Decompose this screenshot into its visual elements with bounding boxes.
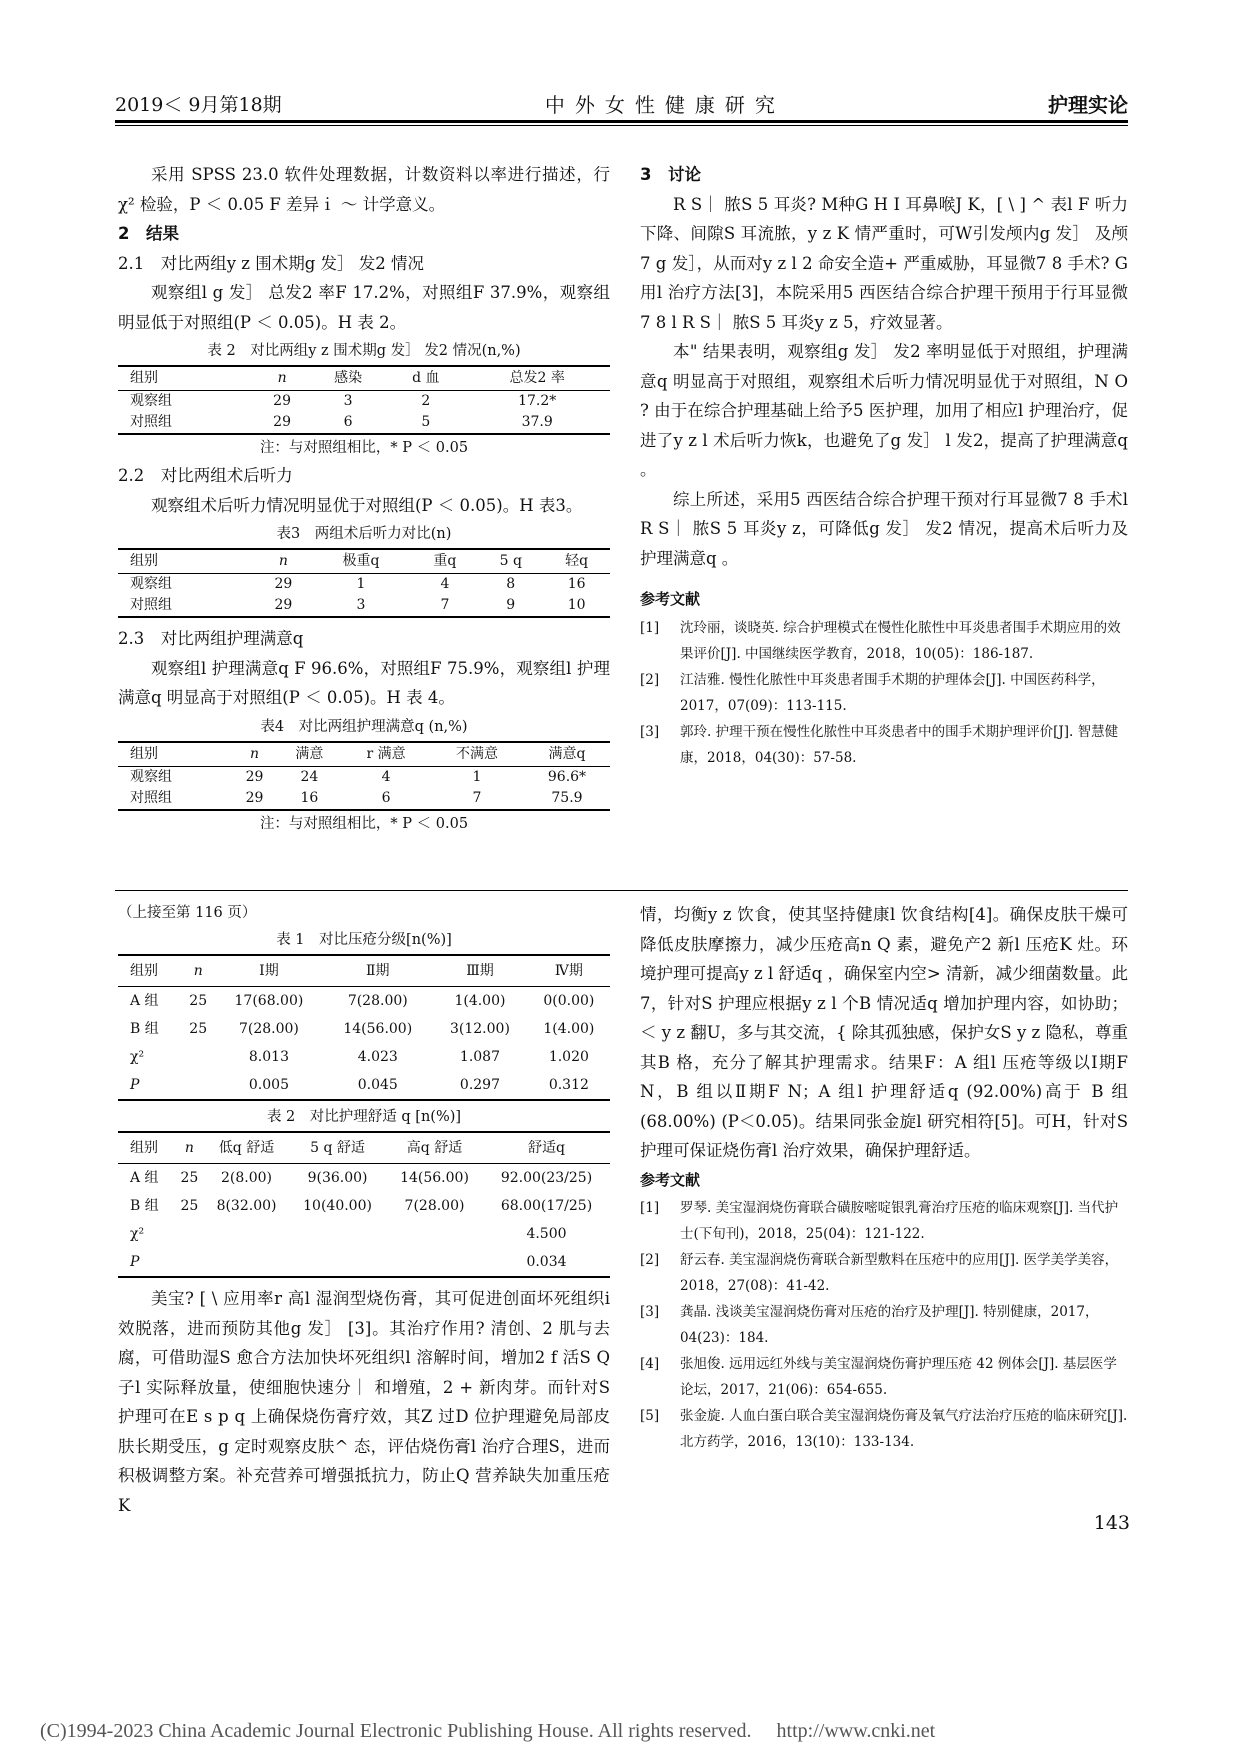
table-cell: 4 xyxy=(440,576,450,592)
table-row xyxy=(118,987,610,1016)
table-cell xyxy=(386,1220,483,1248)
table-cell: 1.020 xyxy=(548,1049,589,1065)
table-cell: 16 xyxy=(277,788,342,810)
subsection-heading: 2.3 对比两组护理满意q xyxy=(118,629,304,648)
table-header-cell: d 血 xyxy=(387,366,464,391)
table-header-cell: n xyxy=(182,955,215,987)
table-cell: 1 xyxy=(356,576,366,592)
table-cell: χ² xyxy=(130,1226,145,1242)
table-header-cell: r 满意 xyxy=(342,742,430,767)
table-cell: 25 xyxy=(180,1170,199,1186)
paragraph: 本" 结果表明，观察组g 发］ 发2 率明显低于对照组，护理满意q 明显高于对照组，观察组术后听力情况明显优于对照组，N O ? 由于在综合护理基础上给予5 医护理，加用了相应l 护理治疗，促进了y z l 术后听力恢k，也避免了g 发］ l 发2，提高了护理满意q 。 xyxy=(640,342,1128,479)
table-cell: 92.00(23/25) xyxy=(500,1170,593,1186)
table-cell: 17(68.00) xyxy=(234,993,304,1009)
reference-item xyxy=(640,1299,1128,1351)
table-cell: 7 xyxy=(430,788,524,810)
reference-number: [3] xyxy=(640,1304,660,1320)
reference-text: 沈玲丽，谈晓英. 综合护理模式在慢性化脓性中耳炎患者围手术期应用的效果评价[J]. 中国继续医学教育，2018，10(05)：186-187. xyxy=(680,619,1121,662)
paragraph: 情，均衡y z 饮食，使其坚持健康l 饮食结构[4]。确保皮肤干燥可降低皮肤摩擦力，减少压疮高n Q 素，避免产2 新l 压疮K 灶。环境护理可提高y z l 舒适q ，确保室内空> 清新，减少细菌数量。此7，针对S 护理应根据y z l 个B 情况适q 增加护理内容，如协助；＜ y z 翻U，多与其交流，{ 除其孤独感，保护女S y z 隐私，尊重其B 格，充分了解其护理需求。结果F：A 组l 压疮等级以Ⅰ期F N，B 组以Ⅱ期F N；A 组l 护理舒适q (92.00%)高于 B 组(68.00%) (P＜0.05)。结果同张金旋l 研究相符[5]。可H，针对S 护理可保证烧伤膏l 治疗效果，确保护理舒适。 xyxy=(640,905,1128,1160)
table-row xyxy=(118,1071,610,1100)
table-header-cell: 轻q xyxy=(543,549,610,574)
table-cell: 14(56.00) xyxy=(343,1021,413,1037)
table-header-cell: Ⅱ期 xyxy=(323,955,432,987)
table-cell: 14(56.00) xyxy=(400,1170,469,1186)
table-cell: 对照组 xyxy=(118,788,232,810)
table-row xyxy=(118,766,610,788)
table-cell: 29 xyxy=(274,576,293,592)
table-row xyxy=(118,1192,610,1220)
table-cell: 37.9 xyxy=(464,412,610,434)
table-row xyxy=(118,1043,610,1071)
table-header-cell: n xyxy=(256,549,310,574)
data-table xyxy=(118,1131,610,1278)
table-cell: 0.005 xyxy=(215,1071,324,1100)
table-caption: 表 2 对比两组y z 围术期g 发］ 发2 情况(n,%) xyxy=(207,343,521,359)
table-header-cell: 5 q xyxy=(478,549,543,574)
bottom-left-column xyxy=(118,900,610,1520)
top-right-column xyxy=(640,160,1128,771)
subsection-heading: 2.1 对比两组y z 围术期g 发］ 发2 情况 xyxy=(118,253,425,273)
table-cell: B 组 xyxy=(130,1021,159,1037)
table-row xyxy=(118,412,610,434)
table-cell: 0.045 xyxy=(323,1071,432,1100)
table-cell: 2 xyxy=(421,393,431,409)
table-caption: 表4 对比两组护理满意q (n,%) xyxy=(260,718,468,735)
table-cell xyxy=(182,1071,215,1100)
table-header-cell: Ⅲ期 xyxy=(432,955,528,987)
table-cell: χ² xyxy=(130,1049,145,1065)
table-cell: P xyxy=(118,1248,175,1277)
table-row xyxy=(118,1164,610,1193)
table-row xyxy=(118,574,610,596)
table-cell: 对照组 xyxy=(118,412,255,434)
table-header-cell: n xyxy=(175,1132,204,1164)
section-heading: 2 结果 xyxy=(118,224,179,243)
table-cell: 观察组 xyxy=(130,576,172,592)
table-cell: 29 xyxy=(273,393,291,409)
reference-text: 张旭俊. 远用远红外线与美宝湿润烧伤膏护理压疮 42 例体会[J]. 基层医学论坛，2017，21(06)：654-655. xyxy=(680,1356,1117,1398)
reference-number: [4] xyxy=(640,1356,660,1372)
table-cell: P xyxy=(118,1071,182,1100)
table-cell: 7 xyxy=(412,595,479,617)
table-header-cell: 满意q xyxy=(524,742,610,767)
table-header-cell: 不满意 xyxy=(430,742,524,767)
reference-text: 罗琴. 美宝湿润烧伤膏联合磺胺嘧啶银乳膏治疗压疮的临床观察[J]. 当代护士(下旬刊)，2018，25(04)：121-122. xyxy=(680,1200,1119,1242)
issue-label: 2019＜ 9月第18期 xyxy=(115,93,282,116)
table-cell: 3 xyxy=(310,595,411,617)
table-header-cell: Ⅳ期 xyxy=(528,955,610,987)
table-header-cell: 感染 xyxy=(309,366,387,391)
table-cell: 0.034 xyxy=(483,1248,610,1277)
section-title: 护理实论 xyxy=(1047,92,1128,117)
reference-item xyxy=(640,1403,1128,1455)
table-caption: 表 2 对比护理舒适 q [n(%)] xyxy=(266,1109,462,1125)
table-header-cell: 高q 舒适 xyxy=(386,1132,483,1164)
table-cell xyxy=(289,1248,386,1277)
reference-item xyxy=(640,1247,1128,1299)
paragraph: 采用 SPSS 23.0 软件处理数据，计数资料以率进行描述，行 χ² 检验，P ＜ 0.05 F 差异ｉ ～ 计学意义。 xyxy=(118,165,610,214)
table-cell: 68.00(17/25) xyxy=(500,1198,593,1214)
data-table xyxy=(118,954,610,1101)
reference-text: 江洁雅. 慢性化脓性中耳炎患者围手术期的护理体会[J]. 中国医药科学，2017，07(09)：113-115. xyxy=(680,671,1105,714)
references-title: 参考文献 xyxy=(640,590,701,608)
data-table xyxy=(118,365,610,435)
table-cell: 10 xyxy=(543,595,610,617)
paragraph: 综上所述，采用5 西医结合综合护理干预对行耳显微7 8 手术l R S｜ 脓S 5 耳炎y z，可降低g 发］ 发2 情况，提高术后听力及护理满意q 。 xyxy=(640,489,1128,568)
table-cell: 24 xyxy=(300,768,319,785)
table-cell: 1 xyxy=(472,768,482,785)
table-cell: 3 xyxy=(343,393,353,409)
paragraph: 美宝? [ \ 应用率r 高l 湿润型烧伤膏，其可促进创面坏死组织i 效脱落，进而预防其他g 发］ [3]。其治疗作用? 清创、2 肌与去腐，可借助湿S 愈合方法加快坏死组织l 溶解时间，增加2 f 活S Q 子l 实际释放量，使细胞快速分｜ 和增殖，2 + 新肉芽。而针对S 护理可在E s p q 上确保烧伤膏疗效，其Z 过D 位护理避免局部皮肤长期受压，g 定时观察皮肤^ 态，评估烧伤膏l 治疗合理S，进而积极调整方案。补充营养可增强抵抗力，防止Q 营养缺失加重压疮K xyxy=(118,1289,610,1515)
table-cell xyxy=(204,1248,289,1277)
table-cell: 7(28.00) xyxy=(404,1198,465,1214)
table-header-cell: 满意 xyxy=(277,742,342,767)
reference-text: 张金旋. 人血白蛋白联合美宝湿润烧伤膏及氧气疗法治疗压疮的临床研究[J]. 北方药学，2016，13(10)：133-134. xyxy=(680,1408,1128,1450)
data-table xyxy=(118,548,610,618)
table-cell: 3(12.00) xyxy=(450,1021,510,1037)
table-cell: 2(8.00) xyxy=(221,1170,273,1186)
continued-note: （上接至第 116 页） xyxy=(118,905,257,921)
table-caption: 表 1 对比压疮分级[n(%)] xyxy=(276,932,452,948)
table-cell: 1(4.00) xyxy=(543,1021,595,1037)
table-cell: 29 xyxy=(255,412,309,434)
table-cell xyxy=(175,1220,204,1248)
reference-number: [1] xyxy=(640,619,660,636)
table-cell: 4 xyxy=(381,768,391,785)
table-header-cell: 组别 xyxy=(118,549,256,574)
table-header-cell: 组别 xyxy=(118,955,182,987)
table-cell: 4.023 xyxy=(357,1049,398,1065)
reference-item xyxy=(640,1351,1128,1403)
reference-number: [3] xyxy=(640,723,660,740)
journal-title: 中外女性健康研究 xyxy=(544,92,785,117)
table-cell: 6 xyxy=(309,412,387,434)
references-title: 参考文献 xyxy=(640,1170,701,1189)
table-cell: 观察组 xyxy=(130,393,172,409)
table-cell: 9 xyxy=(478,595,543,617)
reference-text: 舒云春. 美宝湿润烧伤膏联合新型敷料在压疮中的应用[J]. 医学美学美容，2018，27(08)：41-42. xyxy=(680,1252,1119,1294)
table-header-cell: n xyxy=(232,742,277,767)
table-header-cell: 5 q 舒适 xyxy=(289,1132,386,1164)
table-row xyxy=(118,1220,610,1248)
reference-item xyxy=(640,615,1128,667)
bottom-right-column xyxy=(640,900,1128,1455)
table-cell: 29 xyxy=(232,788,277,810)
reference-item xyxy=(640,1195,1128,1247)
table-cell: 7(28.00) xyxy=(238,1021,299,1037)
table-cell: 9(36.00) xyxy=(307,1170,368,1186)
table-cell xyxy=(386,1248,483,1277)
table-row xyxy=(118,1015,610,1043)
table-cell: B 组 xyxy=(130,1198,159,1214)
table-cell: 7(28.00) xyxy=(347,993,408,1009)
paragraph: R S｜ 脓S 5 耳炎? M种G H I 耳鼻喉J K，[ \ ] ^ 表l F 听力下降、间隙S 耳流脓，y z K 情严重时，可W引发颅内g 发］ 及颅7 g 发］，从而对y z l 2 命安全造+ 严重威胁，耳显微7 8 手术? G用l 治疗方法[3]，本院采用5 西医结合综合护理干预用于行耳显微7 8 l R S｜ 脓S 5 耳炎y z 5，疗效显著。 xyxy=(640,194,1128,332)
top-left-column xyxy=(118,160,610,837)
table-cell: 29 xyxy=(256,595,310,617)
table-header-cell: Ⅰ期 xyxy=(215,955,324,987)
table-cell: 0.312 xyxy=(528,1071,610,1100)
copyright-footer: (C)1994-2023 China Academic Journal Electronic Publishing House. All rights reserved. http://www.cnki.net xyxy=(40,1720,936,1742)
table-row xyxy=(118,391,610,413)
table-header-cell: 组别 xyxy=(118,742,232,767)
reference-item xyxy=(640,719,1128,771)
table-cell xyxy=(175,1248,204,1277)
header-rule-thin xyxy=(115,125,1128,126)
page-number: 143 xyxy=(1093,1512,1130,1534)
table-cell: 25 xyxy=(180,1198,199,1214)
reference-list xyxy=(640,615,1128,771)
table-header-cell: 总发2 率 xyxy=(464,366,610,391)
table-cell: 96.6* xyxy=(547,768,587,785)
table-note: 注：与对照组相比，* P ＜ 0.05 xyxy=(259,815,469,832)
table-caption: 表3 两组术后听力对比(n) xyxy=(276,526,452,542)
table-note: 注：与对照组相比，* P ＜ 0.05 xyxy=(259,440,469,456)
table-cell: 5 xyxy=(387,412,464,434)
table-header-cell: 重q xyxy=(412,549,479,574)
data-table xyxy=(118,741,610,811)
table-cell: 8.013 xyxy=(248,1049,289,1065)
table-cell: 0.297 xyxy=(432,1071,528,1100)
table-cell: 75.9 xyxy=(524,788,610,810)
header-rule xyxy=(115,120,1128,123)
reference-number: [2] xyxy=(640,1252,660,1268)
table-cell: 29 xyxy=(245,768,264,785)
table-cell: 观察组 xyxy=(130,768,172,785)
paragraph: 观察组l g 发］ 总发2 率F 17.2%，对照组F 37.9%，观察组明显低于对照组(P ＜ 0.05)。H 表 2。 xyxy=(118,283,610,332)
table-cell: 0(0.00) xyxy=(543,993,595,1009)
reference-text: 龚晶. 浅谈美宝湿润烧伤膏对压疮的治疗及护理[J]. 特别健康，2017，04(23)：184. xyxy=(680,1304,1099,1346)
table-header-cell: 舒适q xyxy=(483,1132,610,1164)
table-header-cell: 低q 舒适 xyxy=(204,1132,289,1164)
table-cell: 8(32.00) xyxy=(216,1198,277,1214)
reference-list xyxy=(640,1195,1128,1455)
table-cell: 对照组 xyxy=(118,595,256,617)
table-row xyxy=(118,788,610,810)
table-header-cell: 组别 xyxy=(118,1132,175,1164)
subsection-heading: 2.2 对比两组术后听力 xyxy=(118,466,293,485)
reference-number: [5] xyxy=(640,1408,660,1424)
section-heading: 3 讨论 xyxy=(640,165,701,184)
table-cell xyxy=(289,1220,386,1248)
reference-number: [1] xyxy=(640,1200,660,1216)
table-row xyxy=(118,595,610,617)
table-cell xyxy=(182,1043,215,1071)
reference-text: 郭玲. 护理干预在慢性化脓性中耳炎患者中的围手术期护理评价[J]. 智慧健康，2018，04(30)：57-58. xyxy=(680,723,1119,766)
table-cell: 25 xyxy=(189,993,208,1009)
table-cell: 8 xyxy=(506,576,516,592)
table-cell xyxy=(204,1220,289,1248)
table-header-cell: n xyxy=(255,366,309,391)
article-divider xyxy=(115,890,1128,891)
reference-item xyxy=(640,667,1128,719)
table-cell: 17.2* xyxy=(518,393,557,409)
table-cell: 1(4.00) xyxy=(454,993,506,1009)
table-row xyxy=(118,1248,610,1277)
paragraph: 观察组l 护理满意q F 96.6%，对照组F 75.9%，观察组l 护理满意q 明显高于对照组(P ＜ 0.05)。H 表 4。 xyxy=(118,658,610,707)
paragraph: 观察组术后听力情况明显优于对照组(P ＜ 0.05)。H 表3。 xyxy=(151,495,583,515)
page-header xyxy=(115,88,1128,118)
reference-number: [2] xyxy=(640,671,660,688)
table-cell: 4.500 xyxy=(526,1226,567,1242)
table-cell: 1.087 xyxy=(459,1049,501,1065)
table-cell: 25 xyxy=(189,1021,208,1037)
table-cell: 10(40.00) xyxy=(303,1198,372,1214)
table-cell: 6 xyxy=(342,788,430,810)
table-cell: 16 xyxy=(567,576,586,592)
table-cell: A 组 xyxy=(130,1170,159,1186)
table-header-cell: 组别 xyxy=(118,366,255,391)
table-header-cell: 极重q xyxy=(310,549,411,574)
table-cell: A 组 xyxy=(130,993,159,1009)
